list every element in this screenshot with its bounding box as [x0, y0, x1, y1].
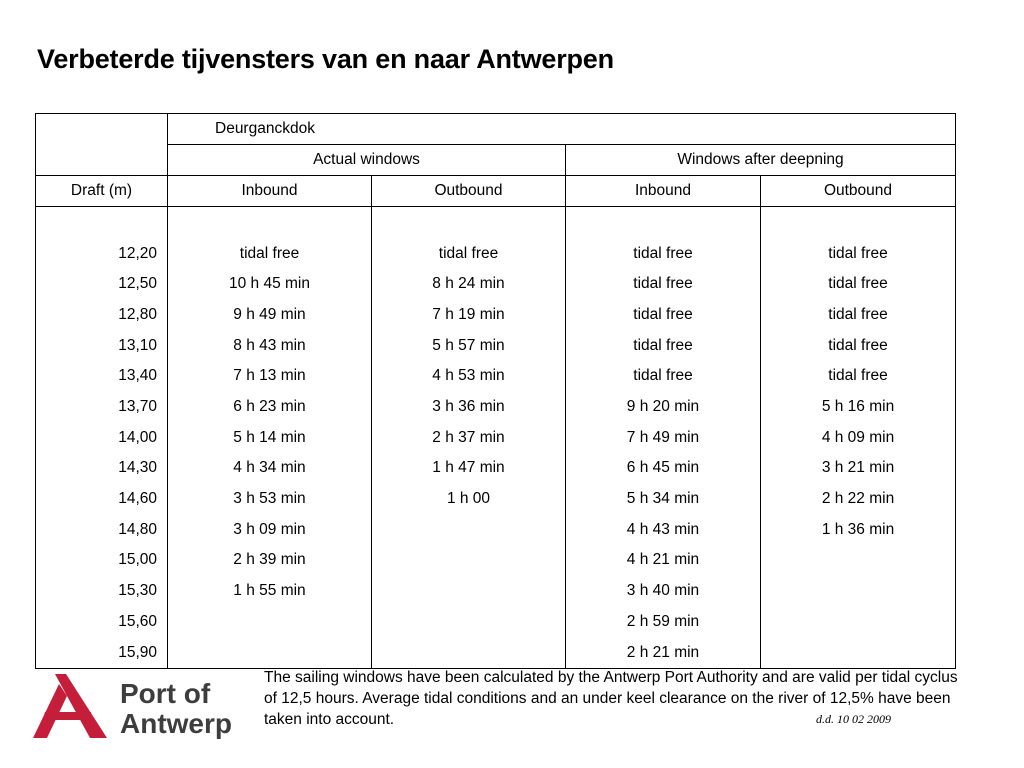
cell-actual-inbound: 7 h 13 min	[168, 361, 372, 392]
sub-header-actual: Actual windows	[168, 145, 566, 176]
cell-draft: 13,70	[36, 391, 168, 422]
cell-actual-outbound	[372, 514, 566, 545]
cell-deepened-inbound: tidal free	[566, 299, 761, 330]
column-header-deepened-inbound: Inbound	[566, 176, 761, 207]
cell-actual-inbound: 3 h 53 min	[168, 484, 372, 515]
cell-actual-inbound: 6 h 23 min	[168, 391, 372, 422]
sub-header-after-deepening: Windows after deepning	[566, 145, 956, 176]
cell-draft: 13,40	[36, 361, 168, 392]
cell-actual-outbound: 5 h 57 min	[372, 330, 566, 361]
group-header-row	[36, 114, 956, 145]
cell-deepened-outbound: tidal free	[761, 207, 956, 269]
cell-actual-outbound: 1 h 00	[372, 484, 566, 515]
logo-mark	[33, 674, 107, 738]
cell-deepened-inbound: tidal free	[566, 361, 761, 392]
table-row	[36, 299, 956, 330]
column-header-actual-inbound: Inbound	[168, 176, 372, 207]
cell-actual-outbound: 8 h 24 min	[372, 269, 566, 300]
table-body	[36, 207, 956, 669]
cell-deepened-outbound: 5 h 16 min	[761, 391, 956, 422]
cell-deepened-inbound: 5 h 34 min	[566, 484, 761, 515]
cell-actual-inbound: 3 h 09 min	[168, 514, 372, 545]
cell-deepened-inbound: 4 h 43 min	[566, 514, 761, 545]
table-row	[36, 207, 956, 269]
cell-deepened-inbound: tidal free	[566, 269, 761, 300]
column-header-deepened-outbound: Outbound	[761, 176, 956, 207]
table-row	[36, 422, 956, 453]
cell-actual-inbound: 8 h 43 min	[168, 330, 372, 361]
cell-deepened-outbound	[761, 606, 956, 637]
column-header-actual-outbound: Outbound	[372, 176, 566, 207]
cell-draft: 12,20	[36, 207, 168, 269]
table-row	[36, 453, 956, 484]
cell-actual-outbound: 3 h 36 min	[372, 391, 566, 422]
cell-actual-outbound: 1 h 47 min	[372, 453, 566, 484]
cell-actual-inbound: 4 h 34 min	[168, 453, 372, 484]
cell-deepened-inbound: 3 h 40 min	[566, 576, 761, 607]
cell-deepened-inbound: 6 h 45 min	[566, 453, 761, 484]
cell-deepened-outbound: 2 h 22 min	[761, 484, 956, 515]
cell-draft: 15,00	[36, 545, 168, 576]
table-row	[36, 484, 956, 515]
cell-draft: 12,80	[36, 299, 168, 330]
cell-deepened-outbound: tidal free	[761, 299, 956, 330]
cell-deepened-outbound: 3 h 21 min	[761, 453, 956, 484]
cell-deepened-outbound	[761, 637, 956, 668]
cell-actual-inbound	[168, 637, 372, 668]
cell-deepened-inbound: 4 h 21 min	[566, 545, 761, 576]
logo-text-line2: Antwerp	[120, 708, 232, 739]
table-row	[36, 545, 956, 576]
table-row	[36, 330, 956, 361]
cell-deepened-outbound: tidal free	[761, 361, 956, 392]
table-row	[36, 269, 956, 300]
cell-draft: 14,30	[36, 453, 168, 484]
tidal-windows-table	[35, 113, 956, 669]
cell-deepened-inbound: 2 h 59 min	[566, 606, 761, 637]
table-row	[36, 637, 956, 668]
cell-deepened-outbound: 1 h 36 min	[761, 514, 956, 545]
page-title: Verbeterde tijvensters van en naar Antwerpen	[37, 44, 614, 74]
cell-deepened-outbound: tidal free	[761, 330, 956, 361]
table-row	[36, 391, 956, 422]
cell-actual-inbound: 10 h 45 min	[168, 269, 372, 300]
cell-actual-outbound: 4 h 53 min	[372, 361, 566, 392]
table-row	[36, 606, 956, 637]
port-of-antwerp-logo	[33, 672, 243, 742]
cell-actual-outbound: tidal free	[372, 207, 566, 269]
column-header-row	[36, 176, 956, 207]
cell-actual-outbound	[372, 637, 566, 668]
cell-deepened-inbound: tidal free	[566, 330, 761, 361]
table-row	[36, 576, 956, 607]
footnote: The sailing windows have been calculated by the Antwerp Port Authority and are valid per tidal cyclus of 12,5 hours. Average tidal conditions and an under keel clearance on the river of 12,5% have been taken into account.	[264, 669, 958, 728]
column-header-draft: Draft (m)	[36, 176, 168, 207]
cell-draft: 14,00	[36, 422, 168, 453]
table-row	[36, 361, 956, 392]
cell-actual-outbound: 7 h 19 min	[372, 299, 566, 330]
cell-deepened-inbound: tidal free	[566, 207, 761, 269]
corner-cell	[36, 114, 168, 176]
table-row	[36, 514, 956, 545]
cell-actual-inbound: 2 h 39 min	[168, 545, 372, 576]
cell-deepened-inbound: 9 h 20 min	[566, 391, 761, 422]
cell-draft: 12,50	[36, 269, 168, 300]
cell-actual-inbound: 5 h 14 min	[168, 422, 372, 453]
cell-actual-inbound	[168, 606, 372, 637]
cell-draft: 15,60	[36, 606, 168, 637]
group-header-deurganckdok: Deurganckdok	[168, 114, 956, 145]
cell-actual-outbound	[372, 545, 566, 576]
cell-deepened-outbound: 4 h 09 min	[761, 422, 956, 453]
cell-deepened-inbound: 2 h 21 min	[566, 637, 761, 668]
port-of-antwerp-logo-icon	[33, 672, 243, 742]
cell-deepened-outbound: tidal free	[761, 269, 956, 300]
cell-actual-outbound: 2 h 37 min	[372, 422, 566, 453]
cell-actual-inbound: 9 h 49 min	[168, 299, 372, 330]
cell-deepened-outbound	[761, 576, 956, 607]
sub-header-row	[36, 145, 956, 176]
cell-draft: 15,90	[36, 637, 168, 668]
cell-actual-outbound	[372, 576, 566, 607]
cell-draft: 14,60	[36, 484, 168, 515]
date-stamp: d.d. 10 02 2009	[816, 712, 891, 726]
cell-draft: 13,10	[36, 330, 168, 361]
cell-deepened-inbound: 7 h 49 min	[566, 422, 761, 453]
cell-actual-outbound	[372, 606, 566, 637]
cell-actual-inbound: tidal free	[168, 207, 372, 269]
logo-text-line1: Port of	[120, 678, 211, 709]
cell-draft: 15,30	[36, 576, 168, 607]
cell-actual-inbound: 1 h 55 min	[168, 576, 372, 607]
cell-draft: 14,80	[36, 514, 168, 545]
cell-deepened-outbound	[761, 545, 956, 576]
